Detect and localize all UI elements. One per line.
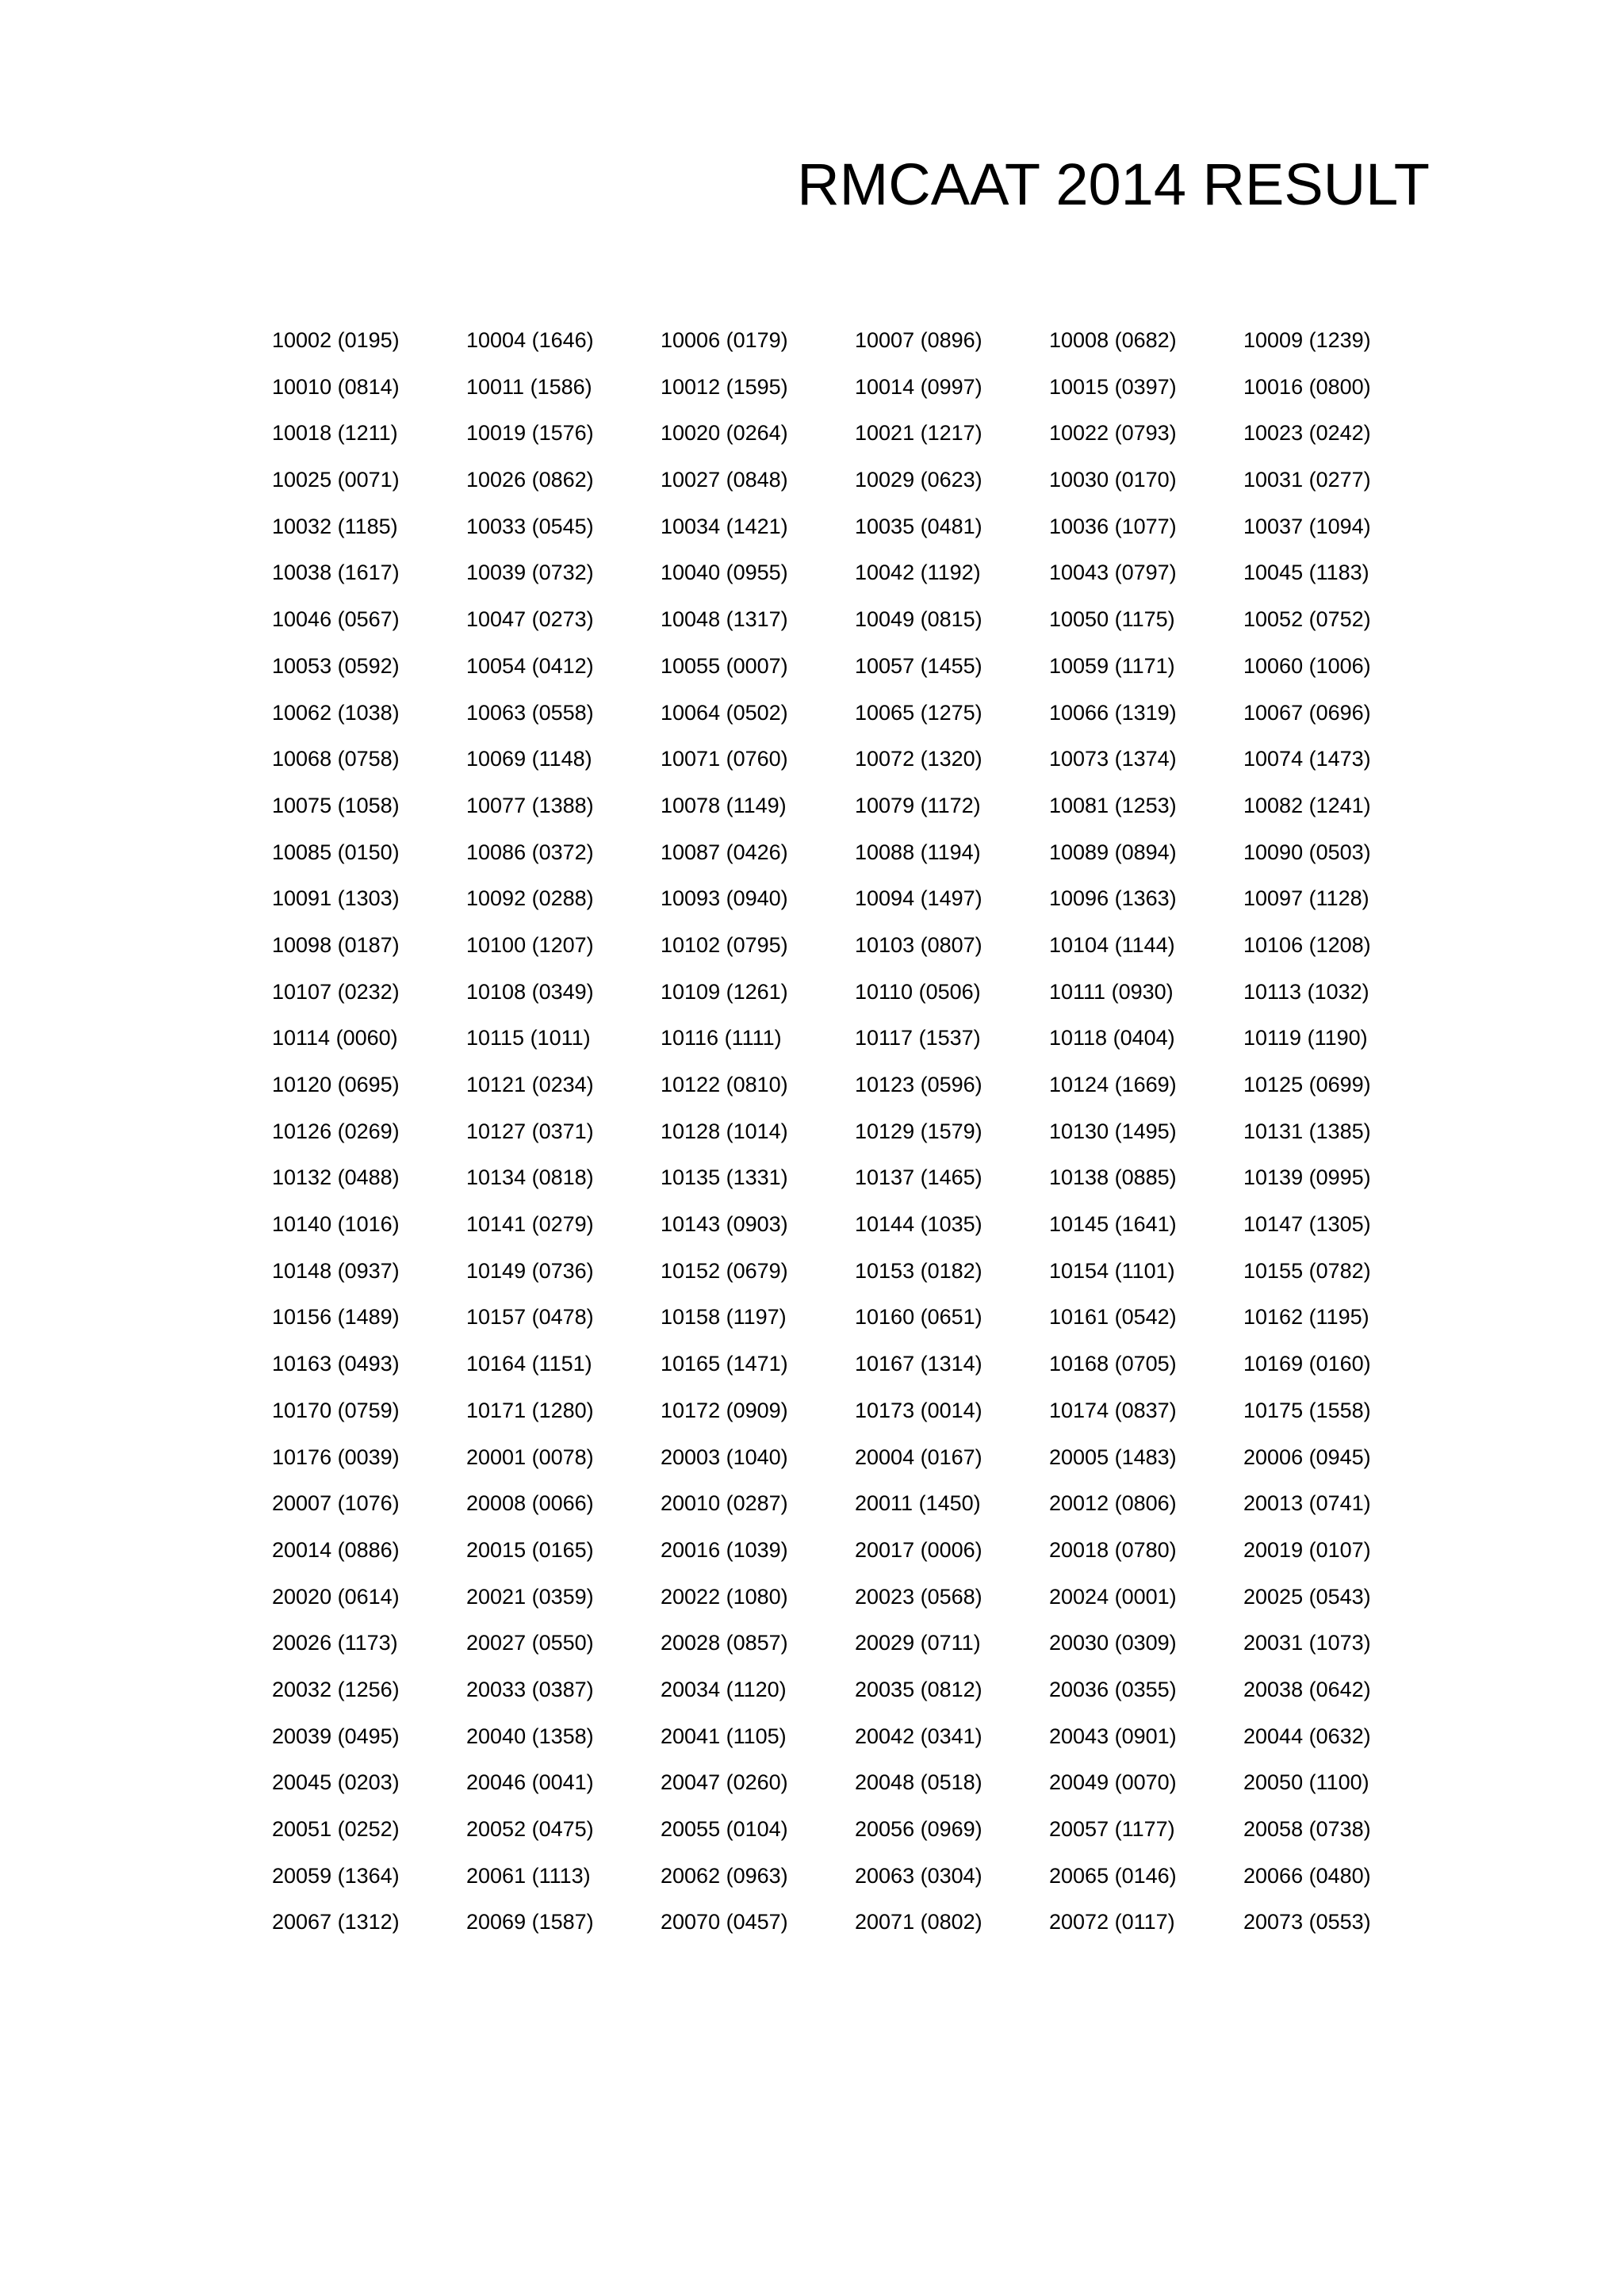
result-entry: 10014 (0997) [855,374,982,399]
result-entry: 20026 (1173) [272,1631,398,1655]
result-entry: 10078 (1149) [661,793,787,817]
result-entry: 10068 (0758) [272,747,400,771]
result-entry: 20005 (1483) [1049,1445,1177,1469]
result-entry: 20003 (1040) [661,1445,788,1469]
result-entry: 20008 (0066) [466,1491,594,1516]
result-entry: 20043 (0901) [1049,1724,1177,1748]
result-entry: 20052 (0475) [466,1817,594,1841]
result-entry: 10157 (0478) [466,1305,594,1330]
result-entry: 20025 (0543) [1243,1584,1371,1609]
result-entry: 10162 (1195) [1243,1305,1369,1330]
result-entry: 10039 (0732) [466,561,594,585]
result-entry: 20013 (0741) [1243,1491,1371,1516]
result-entry: 10168 (0705) [1049,1352,1177,1376]
result-entry: 20070 (0457) [661,1910,788,1934]
result-entry: 10117 (1537) [855,1026,981,1050]
result-entry: 10032 (1185) [272,514,398,538]
result-entry: 10050 (1175) [1049,607,1175,632]
result-entry: 10069 (1148) [466,747,592,771]
result-entry: 20039 (0495) [272,1724,400,1748]
result-entry: 10107 (0232) [272,979,400,1004]
result-entry: 10042 (1192) [855,561,981,585]
result-entry: 20042 (0341) [855,1724,982,1748]
result-entry: 10155 (0782) [1243,1258,1371,1283]
result-entry: 10085 (0150) [272,840,400,864]
result-entry: 10075 (1058) [272,793,400,817]
result-entry: 10109 (1261) [661,979,788,1004]
result-entry: 20020 (0614) [272,1584,400,1609]
result-entry: 10096 (1363) [1049,886,1177,911]
result-entry: 10022 (0793) [1049,421,1177,446]
result-entry: 10160 (0651) [855,1305,982,1330]
result-entry: 10088 (1194) [855,840,981,864]
result-entry: 20071 (0802) [855,1910,982,1934]
result-entry: 10120 (0695) [272,1073,400,1096]
result-entry: 10091 (1303) [272,886,400,911]
result-entry: 10009 (1239) [1243,328,1371,352]
result-entry: 10108 (0349) [466,979,594,1004]
result-entry: 10045 (1183) [1243,561,1369,585]
result-entry: 10046 (0567) [272,607,400,632]
result-entry: 10119 (1190) [1243,1026,1368,1050]
result-entry: 10021 (1217) [855,421,982,446]
result-entry: 20019 (0107) [1243,1537,1371,1562]
result-entry: 20055 (0104) [661,1817,788,1841]
result-entry: 10172 (0909) [661,1398,788,1422]
result-entry: 20032 (1256) [272,1677,400,1701]
result-entry: 10002 (0195) [272,328,400,352]
result-entry: 10153 (0182) [855,1258,982,1283]
result-entry: 10087 (0426) [661,840,788,864]
result-entry: 10128 (1014) [661,1119,788,1143]
result-entry: 10025 (0071) [272,468,400,492]
result-entry: 10016 (0800) [1243,374,1371,399]
result-entry: 20058 (0738) [1243,1817,1371,1841]
result-grid [272,323,1438,1952]
result-entry: 20051 (0252) [272,1817,400,1841]
result-entry: 10029 (0623) [855,468,982,492]
result-entry: 10034 (1421) [661,514,788,538]
result-entry: 10156 (1489) [272,1305,400,1330]
result-entry: 20014 (0886) [272,1537,400,1562]
result-entry: 10043 (0797) [1049,561,1177,585]
result-entry: 10125 (0699) [1243,1073,1371,1096]
result-entry: 10062 (1038) [272,700,400,725]
result-entry: 20050 (1100) [1243,1770,1369,1795]
result-entry: 10004 (1646) [466,328,594,352]
result-entry: 10145 (1641) [1049,1212,1177,1237]
result-entry: 10086 (0372) [466,840,594,864]
result-entry: 20063 (0304) [855,1863,982,1888]
result-entry: 20038 (0642) [1243,1677,1371,1701]
result-entry: 10113 (1032) [1243,979,1369,1004]
result-entry: 10047 (0273) [466,607,594,632]
result-entry: 10097 (1128) [1243,886,1369,911]
result-entry: 10023 (0242) [1243,421,1371,446]
result-entry: 20069 (1587) [466,1910,594,1934]
result-entry: 10170 (0759) [272,1398,400,1422]
result-entry: 10059 (1171) [1049,653,1175,678]
result-entry: 20035 (0812) [855,1677,982,1701]
result-entry: 20010 (0287) [661,1491,788,1516]
result-entry: 10147 (1305) [1243,1212,1371,1237]
result-entry: 20016 (1039) [661,1537,788,1562]
result-entry: 10030 (0170) [1049,468,1177,492]
result-entry: 10054 (0412) [466,653,594,678]
result-entry: 10011 (1586) [466,374,592,399]
result-entry: 20046 (0041) [466,1770,594,1795]
result-entry: 10065 (1275) [855,700,982,725]
result-entry: 20015 (0165) [466,1537,594,1562]
result-entry: 20027 (0550) [466,1631,594,1655]
result-entry: 10126 (0269) [272,1119,400,1143]
result-entry: 20007 (1076) [272,1491,400,1516]
result-entry: 20044 (0632) [1243,1724,1371,1748]
result-entry: 20017 (0006) [855,1537,982,1562]
result-entry: 10006 (0179) [661,328,788,352]
result-entry: 10140 (1016) [272,1212,400,1237]
result-entry: 10141 (0279) [466,1212,594,1237]
result-entry: 10079 (1172) [855,793,981,817]
result-entry: 10104 (1144) [1049,932,1175,957]
result-entry: 10143 (0903) [661,1212,788,1237]
result-entry: 10072 (1320) [855,747,982,771]
result-entry: 10176 (0039) [272,1445,400,1469]
result-entry: 10110 (0506) [855,979,981,1004]
result-entry: 20034 (1120) [661,1677,787,1701]
result-entry: 10139 (0995) [1243,1165,1371,1190]
result-entry: 10115 (1011) [466,1026,591,1050]
result-entry: 10036 (1077) [1049,514,1177,538]
result-entry: 20047 (0260) [661,1770,788,1795]
result-entry: 10123 (0596) [855,1073,982,1096]
result-entry: 10055 (0007) [661,653,788,678]
result-entry: 10049 (0815) [855,607,982,632]
result-entry: 20011 (1450) [855,1491,981,1516]
result-entry: 10134 (0818) [466,1165,594,1190]
result-entry: 10135 (1331) [661,1165,788,1190]
result-entry: 10094 (1497) [855,886,982,911]
result-entry: 10010 (0814) [272,374,400,399]
result-entry: 10060 (1006) [1243,653,1371,678]
result-entry: 10027 (0848) [661,468,788,492]
result-entry: 20057 (1177) [1049,1817,1175,1841]
result-entry: 10077 (1388) [466,793,594,817]
result-entry: 20022 (1080) [661,1584,788,1609]
result-entry: 10100 (1207) [466,932,594,957]
result-entry: 20001 (0078) [466,1445,594,1469]
result-entry: 10074 (1473) [1243,747,1371,771]
result-entry: 10111 (0930) [1049,979,1174,1004]
result-entry: 10102 (0795) [661,932,788,957]
result-entry: 20059 (1364) [272,1863,400,1888]
result-entry: 10131 (1385) [1243,1119,1371,1143]
result-entry: 10121 (0234) [466,1073,594,1096]
result-entry: 10144 (1035) [855,1212,982,1237]
result-entry: 20006 (0945) [1243,1445,1371,1469]
result-entry: 10118 (0404) [1049,1026,1175,1050]
result-entry: 20045 (0203) [272,1770,400,1795]
result-entry: 10175 (1558) [1243,1398,1371,1422]
result-entry: 10163 (0493) [272,1352,400,1376]
result-entry: 10174 (0837) [1049,1398,1177,1422]
result-entry: 20023 (0568) [855,1584,982,1609]
result-entry: 10052 (0752) [1243,607,1371,632]
result-entry: 10082 (1241) [1243,793,1371,817]
result-entry: 10130 (1495) [1049,1119,1177,1143]
result-entry: 20048 (0518) [855,1770,982,1795]
result-entry: 10037 (1094) [1243,514,1371,538]
result-entry: 10165 (1471) [661,1352,788,1376]
result-entry: 10158 (1197) [661,1305,787,1330]
result-entry: 10138 (0885) [1049,1165,1177,1190]
result-entry: 20073 (0553) [1243,1910,1371,1934]
result-entry: 20028 (0857) [661,1631,788,1655]
result-entry: 20056 (0969) [855,1817,982,1841]
result-entry: 20024 (0001) [1049,1584,1177,1609]
result-entry: 10137 (1465) [855,1165,982,1190]
result-entry: 10124 (1669) [1049,1073,1177,1096]
result-entry: 20012 (0806) [1049,1491,1177,1516]
result-entry: 10161 (0542) [1049,1305,1177,1330]
result-entry: 10033 (0545) [466,514,594,538]
result-entry: 10148 (0937) [272,1258,400,1283]
document-title: RMCAAT 2014 RESULT [797,151,1430,217]
result-entry: 10035 (0481) [855,514,982,538]
result-entry: 10019 (1576) [466,421,594,446]
result-entry: 20030 (0309) [1049,1631,1177,1655]
result-entry: 10057 (1455) [855,653,982,678]
result-entry: 10122 (0810) [661,1073,788,1096]
result-entry: 10167 (1314) [855,1352,982,1376]
result-entry: 10018 (1211) [272,421,398,446]
result-entry: 10093 (0940) [661,886,788,911]
result-entry: 10132 (0488) [272,1165,400,1190]
result-entry: 10103 (0807) [855,932,982,957]
result-entry: 10015 (0397) [1049,374,1177,399]
result-entry: 10169 (0160) [1243,1352,1371,1376]
result-entry: 10114 (0060) [272,1026,398,1050]
result-entry: 20067 (1312) [272,1910,400,1934]
result-entry: 20036 (0355) [1049,1677,1177,1701]
result-entry: 10007 (0896) [855,328,982,352]
result-entry: 10008 (0682) [1049,328,1177,352]
result-entry: 20004 (0167) [855,1445,982,1469]
result-entry: 10106 (1208) [1243,932,1371,957]
result-entry: 20049 (0070) [1049,1770,1177,1795]
result-entry: 20072 (0117) [1049,1910,1175,1934]
result-entry: 10171 (1280) [466,1398,594,1422]
result-entry: 10020 (0264) [661,421,788,446]
result-entry: 10127 (0371) [466,1119,594,1143]
result-entry: 10063 (0558) [466,700,594,725]
result-entry: 10048 (1317) [661,607,788,632]
result-entry: 20062 (0963) [661,1863,788,1888]
result-entry: 10026 (0862) [466,468,594,492]
result-entry: 10152 (0679) [661,1258,788,1283]
result-entry: 10098 (0187) [272,932,400,957]
result-entry: 10173 (0014) [855,1398,982,1422]
result-entry: 10164 (1151) [466,1352,592,1376]
result-entry: 10064 (0502) [661,700,788,725]
result-entry: 10012 (1595) [661,374,788,399]
result-entry: 20029 (0711) [855,1631,981,1655]
result-entry: 10116 (1111) [661,1026,782,1050]
result-entry: 20066 (0480) [1243,1863,1371,1888]
result-entry: 10053 (0592) [272,653,400,678]
result-entry: 10067 (0696) [1243,700,1371,725]
result-entry: 20018 (0780) [1049,1537,1177,1562]
result-entry: 20021 (0359) [466,1584,594,1609]
result-entry: 10092 (0288) [466,886,594,911]
result-entry: 20061 (1113) [466,1863,591,1888]
result-entry: 10090 (0503) [1243,840,1371,864]
result-entry: 10066 (1319) [1049,700,1177,725]
result-entry: 10031 (0277) [1243,468,1371,492]
result-entry: 20065 (0146) [1049,1863,1177,1888]
result-entry: 20031 (1073) [1243,1631,1371,1655]
result-entry: 10071 (0760) [661,747,788,771]
result-entry: 10149 (0736) [466,1258,594,1283]
result-entry: 10154 (1101) [1049,1258,1175,1283]
result-entry: 10038 (1617) [272,561,400,585]
result-entry: 20041 (1105) [661,1724,787,1748]
result-entry: 10040 (0955) [661,561,788,585]
result-entry: 20033 (0387) [466,1677,594,1701]
result-entry: 10081 (1253) [1049,793,1177,817]
result-entry: 10073 (1374) [1049,747,1177,771]
result-entry: 10089 (0894) [1049,840,1177,864]
result-entry: 10129 (1579) [855,1119,982,1143]
result-entry: 20040 (1358) [466,1724,594,1748]
